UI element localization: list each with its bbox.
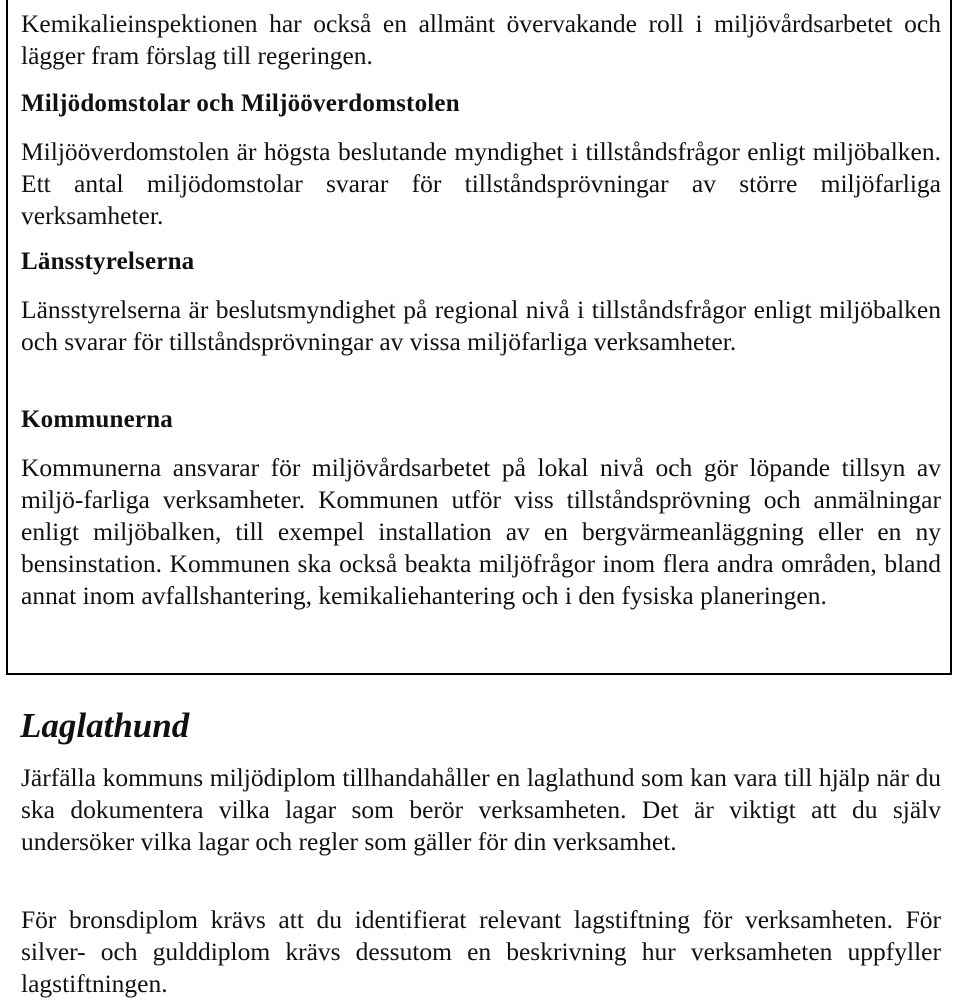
laglathund-paragraph-2: För bronsdiplom krävs att du identifierat relevant lagstiftning för verksamheten. För silver- och gulddiplom krävs dessutom en beskrivning hur verksamheten uppfyller lagstiftningen.: [21, 905, 941, 998]
section-body-miljodomstolar: Miljööverdomstolen är högsta beslutande myndighet i tillståndsfrågor enligt miljöbalken. Ett antal miljödomstolar svarar för tillståndsprövningar av större miljöfarliga verksamheter.: [21, 137, 941, 230]
section-heading-miljodomstolar: Miljödomstolar och Miljööverdomstolen: [21, 90, 460, 117]
laglathund-heading: Laglathund: [20, 706, 190, 745]
section-body-lansstyrelserna: Länsstyrelserna är beslutsmyndighet på regional nivå i tillståndsfrågor enligt miljöbalken och svarar för tillståndsprövningar av vissa miljöfarliga verksamheter.: [21, 295, 941, 356]
laglathund-paragraph-1: Järfälla kommuns miljödiplom tillhandahåller en laglathund som kan vara till hjälp när du ska dokumentera vilka lagar som berör verksamheten. Det är viktigt att du själv undersöker vilka lagar och regler som gäller för din verksamhet.: [21, 763, 941, 856]
section-heading-lansstyrelserna: Länsstyrelserna: [21, 248, 195, 275]
intro-paragraph: Kemikalieinspektionen har också en allmänt övervakande roll i miljövårdsarbetet och lägger fram förslag till regeringen.: [21, 9, 941, 70]
section-heading-kommunerna: Kommunerna: [21, 406, 173, 433]
section-body-kommunerna: Kommunerna ansvarar för miljövårdsarbetet på lokal nivå och gör löpande tillsyn av miljö-farliga verksamheter. Kommunen utför viss tillståndsprövning och anmälningar enligt miljöbalken, till exempel installation av en bergvärmeanläggning eller en ny bensinstation. Kommunen ska också beakta miljöfrågor inom flera andra områden, bland annat inom avfallshantering, kemikaliehantering och i den fysiska planeringen.: [21, 453, 941, 610]
